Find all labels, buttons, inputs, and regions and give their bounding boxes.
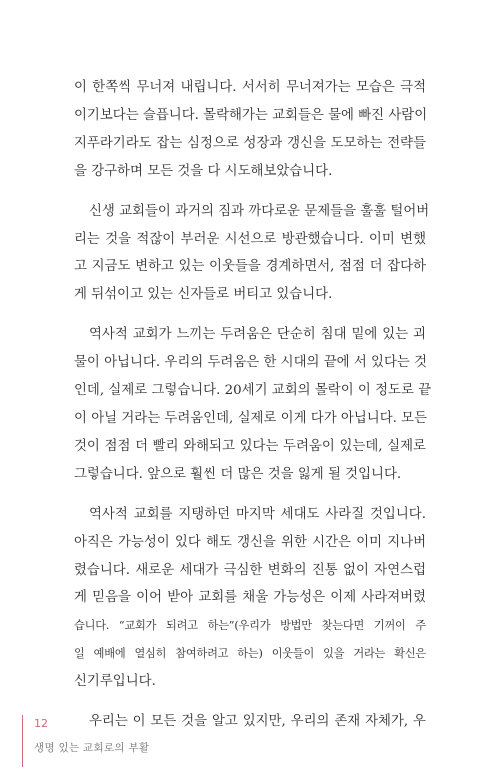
paragraph-3 (74, 321, 432, 488)
text-line: 아직은 가능성이 있다 해도 갱신을 위한 시간은 이미 지나버 (74, 534, 426, 550)
text-line: 것이 점점 더 빨리 와해되고 있다는 두려움이 있는데, 실제로 (74, 438, 426, 454)
paragraph-2 (74, 198, 430, 310)
text-line: 인데, 실제로 그렇습니다. 20세기 교회의 몰락이 이 정도로 끝 (74, 383, 432, 399)
text-line: 습니다. “교회가 되려고 하는”(우리가 방법만 찾는다면 기꺼이 주 (74, 619, 426, 633)
text-line: 역사적 교회가 느끼는 두려움은 단순히 침대 밑에 있는 괴 (89, 327, 426, 343)
text-line: 고 지금도 변하고 있는 이웃들을 경계하면서, 점점 더 잡다하 (74, 259, 426, 275)
body-text (74, 74, 432, 736)
text-line: 신생 교회들이 과거의 짐과 까다로운 문제들을 훌훌 털어버 (89, 203, 430, 219)
running-title: 생명 있는 교회로의 부활 (34, 742, 150, 754)
text-line: 지푸라기라도 잡는 심정으로 성장과 갱신을 도모하는 전략들 (74, 135, 426, 151)
text-line: 리는 것을 적잖이 부러운 시선으로 방관했습니다. 이미 변했 (74, 231, 426, 247)
paragraph-4 (74, 501, 426, 696)
text-line: 렸습니다. 새로운 세대가 극심한 변화의 진통 없이 자연스럽 (74, 562, 426, 578)
text-line: 신기루입니다. (74, 674, 156, 690)
text-line: 우리는 이 모든 것을 알고 있지만, 우리의 존재 자체가, 우 (89, 714, 426, 730)
text-line: 게 뒤섞이고 있는 신자들로 버티고 있습니다. (74, 287, 333, 303)
text-line: 이 아닐 거라는 두려움인데, 실제로 이게 다가 아닙니다. 모든 (74, 410, 428, 426)
footer-rule (22, 715, 23, 767)
text-line: 역사적 교회를 지탱하던 마지막 세대도 사라질 것입니다. (89, 506, 426, 522)
text-line: 이기보다는 슬픕니다. 몰락해가는 교회들은 물에 빠진 사람이 (74, 107, 428, 123)
text-line: 이 한쪽씩 무너져 내립니다. 서서히 무너져가는 모습은 극적 (74, 80, 426, 95)
page-number: 12 (34, 717, 48, 730)
text-line: 그렇습니다. 앞으로 훨씬 더 많은 것을 잃게 될 것입니다. (74, 466, 402, 482)
text-line: 일 예배에 열심히 참여하려고 하는) 이웃들이 있을 거라는 확신은 (74, 647, 426, 661)
text-line: 물이 아닙니다. 우리의 두려움은 한 시대의 끝에 서 있다는 것 (74, 355, 428, 371)
paragraph-5 (74, 708, 426, 736)
paragraph-1 (74, 74, 426, 186)
text-line: 을 강구하며 모든 것을 다 시도해보았습니다. (74, 163, 333, 179)
text-line: 게 믿음을 이어 받아 교회를 채울 가능성은 이제 사라져버렸 (74, 590, 426, 606)
